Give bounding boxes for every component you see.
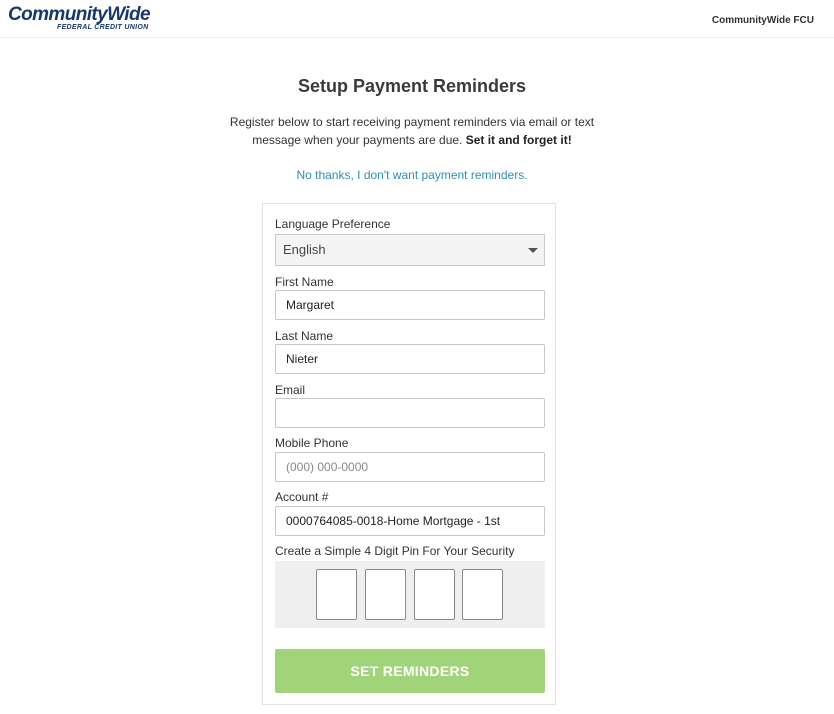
communitywide-logo[interactable] bbox=[8, 4, 150, 31]
last-name-field[interactable]: Nieter bbox=[275, 344, 545, 374]
account-label: Account # bbox=[275, 490, 329, 504]
logo-wordmark: CommunityWide bbox=[8, 4, 150, 25]
mobile-phone-label: Mobile Phone bbox=[275, 436, 349, 450]
reminder-form bbox=[262, 203, 556, 705]
account-field[interactable]: 0000764085-0018-Home Mortgage - 1st bbox=[275, 506, 545, 536]
intro-tagline: Set it and forget it! bbox=[465, 133, 572, 147]
first-name-label: First Name bbox=[275, 275, 334, 289]
language-select[interactable] bbox=[275, 234, 545, 266]
email-label: Email bbox=[275, 383, 306, 397]
language-value: English bbox=[283, 242, 326, 257]
pin-digit-2[interactable] bbox=[365, 569, 406, 620]
mobile-phone-field[interactable]: (000) 000-0000 bbox=[275, 452, 545, 482]
pin-digit-4[interactable] bbox=[462, 569, 503, 620]
last-name-label: Last Name bbox=[275, 329, 334, 343]
pin-label: Create a Simple 4 Digit Pin For Your Security bbox=[275, 544, 515, 558]
language-label: Language Preference bbox=[275, 217, 391, 231]
chevron-down-icon bbox=[528, 248, 538, 253]
decline-reminders-link[interactable]: No thanks, I don't want payment reminders. bbox=[296, 168, 528, 182]
first-name-field[interactable]: Margaret bbox=[275, 290, 545, 320]
logo-subtitle: FEDERAL CREDIT UNION bbox=[57, 24, 149, 31]
brand-name: CommunityWide FCU bbox=[711, 15, 814, 26]
pin-entry bbox=[275, 561, 545, 628]
page-title: Setup Payment Reminders bbox=[297, 76, 527, 96]
site-header bbox=[0, 0, 834, 38]
pin-digit-3[interactable] bbox=[414, 569, 455, 620]
intro-body: Register below to start receiving payment reminders via email or text message when your payments are due. bbox=[229, 115, 595, 147]
email-field[interactable] bbox=[275, 398, 545, 428]
pin-digit-1[interactable] bbox=[316, 569, 357, 620]
set-reminders-button[interactable]: SET REMINDERS bbox=[275, 649, 545, 693]
intro-text bbox=[222, 113, 602, 149]
